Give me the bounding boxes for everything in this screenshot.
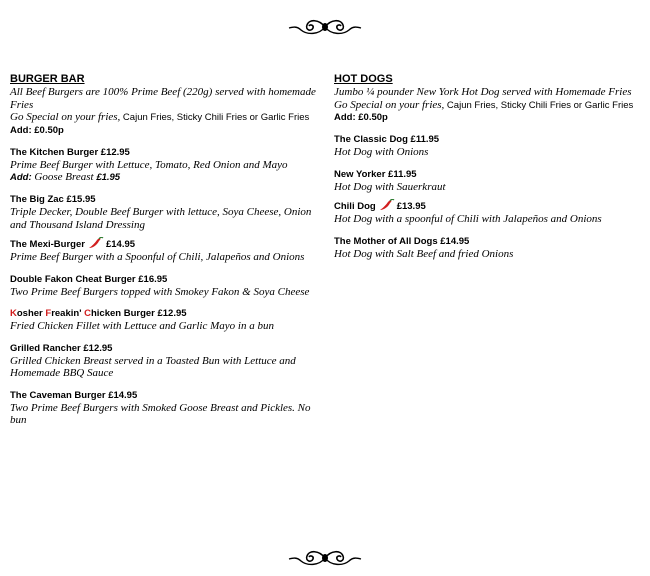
- item-description: Hot Dog with Onions: [334, 146, 429, 158]
- addon-price: £1.95: [96, 172, 121, 183]
- item-title: Grilled Rancher £12.95: [10, 342, 113, 354]
- item-title: The Big Zac £15.95: [10, 194, 96, 205]
- special-options: Cajun Fries, Sticky Chili Fries or Garlic Fries: [120, 112, 310, 123]
- item-name: The Mexi-Burger: [10, 239, 85, 250]
- title-part: osher: [16, 308, 46, 319]
- item-addon: [10, 171, 328, 184]
- item-description: Fried Chicken Fillet with Lettuce and Garlic Mayo in a bun: [10, 320, 274, 332]
- menu-item: [10, 147, 328, 185]
- menu-item: [10, 237, 328, 264]
- menu-item: [10, 308, 328, 333]
- item-title: [10, 308, 328, 320]
- item-description: Hot Dog with Salt Beef and fried Onions: [334, 247, 514, 260]
- initial-c: C: [84, 308, 91, 319]
- item-title: The Caveman Burger £14.95: [10, 389, 138, 401]
- title-part: reakin': [51, 308, 85, 319]
- hot-dogs-intro: Jumbo ¼ pounder New York Hot Dog served with Homemade Fries: [334, 86, 632, 98]
- item-price: £14.95: [105, 239, 136, 250]
- menu-item: [10, 343, 328, 380]
- item-price: £13.95: [396, 201, 426, 212]
- item-title: The Mother of All Dogs £14.95: [334, 235, 470, 247]
- burger-bar-title: BURGER BAR: [10, 73, 85, 85]
- item-description: Two Prime Beef Burgers topped with Smokey Fakon & Soya Cheese: [10, 285, 310, 298]
- hot-dogs-title: HOT DOGS: [334, 73, 393, 85]
- menu-item: [10, 274, 328, 299]
- hot-dogs-column: [334, 73, 644, 260]
- hot-dogs-special: [334, 99, 644, 113]
- burger-bar-add: Add: £0.50p: [10, 124, 64, 136]
- chili-pepper-icon: [379, 199, 395, 211]
- top-ornament-flourish: [287, 16, 363, 38]
- special-options: Cajun Fries, Sticky Chili Fries or Garlic Fries: [444, 99, 634, 111]
- special-prefix: Go Special on your fries,: [334, 98, 445, 111]
- item-description: Grilled Chicken Breast served in a Toasted Bun with Lettuce and Homemade BBQ Sauce: [10, 354, 296, 379]
- special-prefix: Go Special on your fries,: [10, 111, 121, 123]
- initial-f: F: [45, 308, 52, 319]
- item-description: Prime Beef Burger with Lettuce, Tomato, Red Onion and Mayo: [10, 158, 288, 171]
- chili-pepper-icon: [88, 237, 104, 249]
- item-title: The Kitchen Burger £12.95: [10, 146, 130, 158]
- item-description: Prime Beef Burger with a Spoonful of Chili, Jalapeños and Onions: [10, 251, 305, 263]
- burger-bar-column: [10, 73, 328, 427]
- item-description: Two Prime Beef Burgers with Smoked Goose Breast and Pickles. No bun: [10, 401, 311, 426]
- item-title: New Yorker £11.95: [334, 168, 417, 180]
- menu-item: [334, 236, 644, 261]
- addon-desc: Goose Breast: [31, 171, 97, 183]
- menu-item: [334, 199, 644, 226]
- item-description: Hot Dog with a spoonful of Chili with Jalapeños and Onions: [334, 213, 602, 225]
- addon-prefix: Add:: [10, 172, 32, 183]
- menu-item: [334, 134, 644, 159]
- hot-dogs-add: Add: £0.50p: [334, 112, 388, 123]
- item-title: [334, 199, 644, 213]
- menu-item: [10, 194, 328, 231]
- bottom-ornament-flourish: [287, 547, 363, 569]
- item-title: The Classic Dog £11.95: [334, 134, 440, 145]
- item-title: Double Fakon Cheat Burger £16.95: [10, 273, 168, 285]
- menu-item: [334, 169, 644, 194]
- burger-bar-intro: All Beef Burgers are 100% Prime Beef (220g) served with homemade Fries: [10, 86, 316, 111]
- burger-bar-special: [10, 111, 328, 125]
- item-name: Chili Dog: [334, 201, 376, 212]
- item-title: [10, 237, 328, 251]
- item-description: Hot Dog with Sauerkraut: [334, 180, 446, 193]
- menu-item: [10, 390, 328, 427]
- item-description: Triple Decker, Double Beef Burger with lettuce, Soya Cheese, Onion and Thousand Island Dressing: [10, 206, 312, 231]
- title-part: hicken Burger £12.95: [90, 308, 187, 319]
- initial-k: K: [10, 308, 17, 319]
